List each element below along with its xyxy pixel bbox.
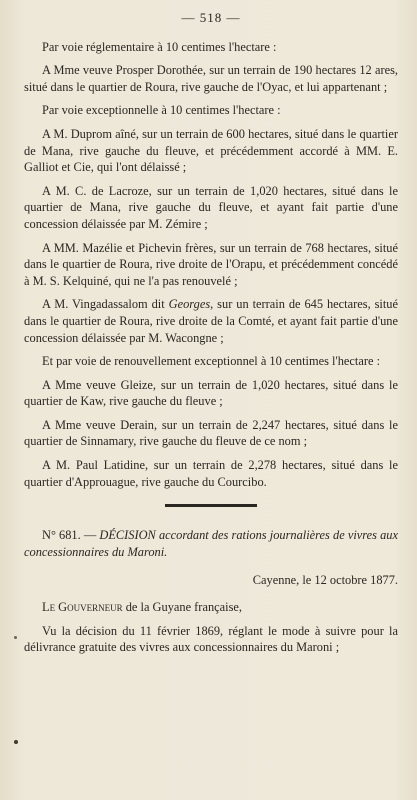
page-speck bbox=[14, 740, 18, 744]
decision-heading bbox=[24, 527, 398, 560]
vingadassalom-alias: Georges bbox=[168, 297, 211, 312]
page-number: — 518 — bbox=[181, 10, 241, 25]
page-content bbox=[24, 10, 398, 663]
paragraph-derain: A Mme veuve Derain, sur un terrain de 2,247 hectares, situé dans le quartier de Sinnamary, rive gauche du fleuve de ce nom ; bbox=[24, 417, 398, 449]
authority-rest: de la Guyane française, bbox=[122, 600, 242, 615]
authority-title: Le Gouverneur bbox=[42, 600, 123, 615]
paragraph-latidine: A M. Paul Latidine, sur un terrain de 2,278 hectares, situé dans le quartier d'Approuague, rive gauche du Courcibo. bbox=[24, 458, 398, 489]
vingadassalom-lead: A M. Vingadassalom dit bbox=[42, 297, 169, 312]
paragraph-exceptionnelle: Par voie exceptionnelle à 10 centimes l'hectare : bbox=[42, 103, 281, 118]
decision-authority bbox=[24, 599, 398, 616]
decision-vu-clause: Vu la décision du 11 février 1869, réglant le mode à suivre pour la délivrance gratuite des vivres aux concessionnaires du Maroni ; bbox=[24, 623, 398, 655]
paragraph-vingadassalom bbox=[24, 296, 398, 346]
paragraph-reglementaire: Par voie réglementaire à 10 centimes l'hectare : bbox=[42, 39, 277, 54]
paragraph-gleize: A Mme veuve Gleize, sur un terrain de 1,020 hectares, situé dans le quartier de Kaw, rive gauche du fleuve ; bbox=[24, 377, 398, 409]
section-divider bbox=[165, 504, 257, 507]
paragraph-lacroze: A M. C. de Lacroze, sur un terrain de 1,020 hectares, situé dans le quartier de Mana, rive gauche du fleuve, et ayant fait partie d'une concession délaissée par M. Zémire ; bbox=[24, 183, 398, 231]
decision-number: N° 681. — bbox=[42, 528, 100, 543]
decision-date: Cayenne, le 12 octobre 1877. bbox=[252, 573, 398, 588]
vingadassalom-rest: , sur un terrain de 645 hectares, situé dans le quartier de Roura, rive droite de la Comté, et ayant fait partie d'une concession délaissée par M. Wacongne ; bbox=[24, 297, 399, 345]
paragraph-duprom: A M. Duprom aîné, sur un terrain de 600 hectares, situé dans le quartier de Mana, rive gauche du fleuve, et précédemment accordé à MM. E. Galliot et Cie, qui l'ont délaissé ; bbox=[24, 126, 398, 175]
page-speck bbox=[14, 636, 17, 639]
paragraph-mazelie: A MM. Mazélie et Pichevin frères, sur un terrain de 768 hectares, situé dans le quartier de Roura, rive droite de l'Orapu, et précédemment concédé à M. S. Kelquiné, qui ne l'a pas renouvelé ; bbox=[24, 240, 398, 288]
paragraph-dorothee: A Mme veuve Prosper Dorothée, sur un terrain de 190 hectares 12 ares, situé dans le quartier de Roura, rive gauche de l'Oyac, et lui appartenant ; bbox=[24, 63, 398, 94]
decision-title: DÉCISION accordant des rations journalières de vivres aux concessionnaires du Maroni. bbox=[24, 528, 398, 559]
paragraph-renouvellement: Et par voie de renouvellement exceptionnel à 10 centimes l'hectare : bbox=[42, 354, 381, 369]
